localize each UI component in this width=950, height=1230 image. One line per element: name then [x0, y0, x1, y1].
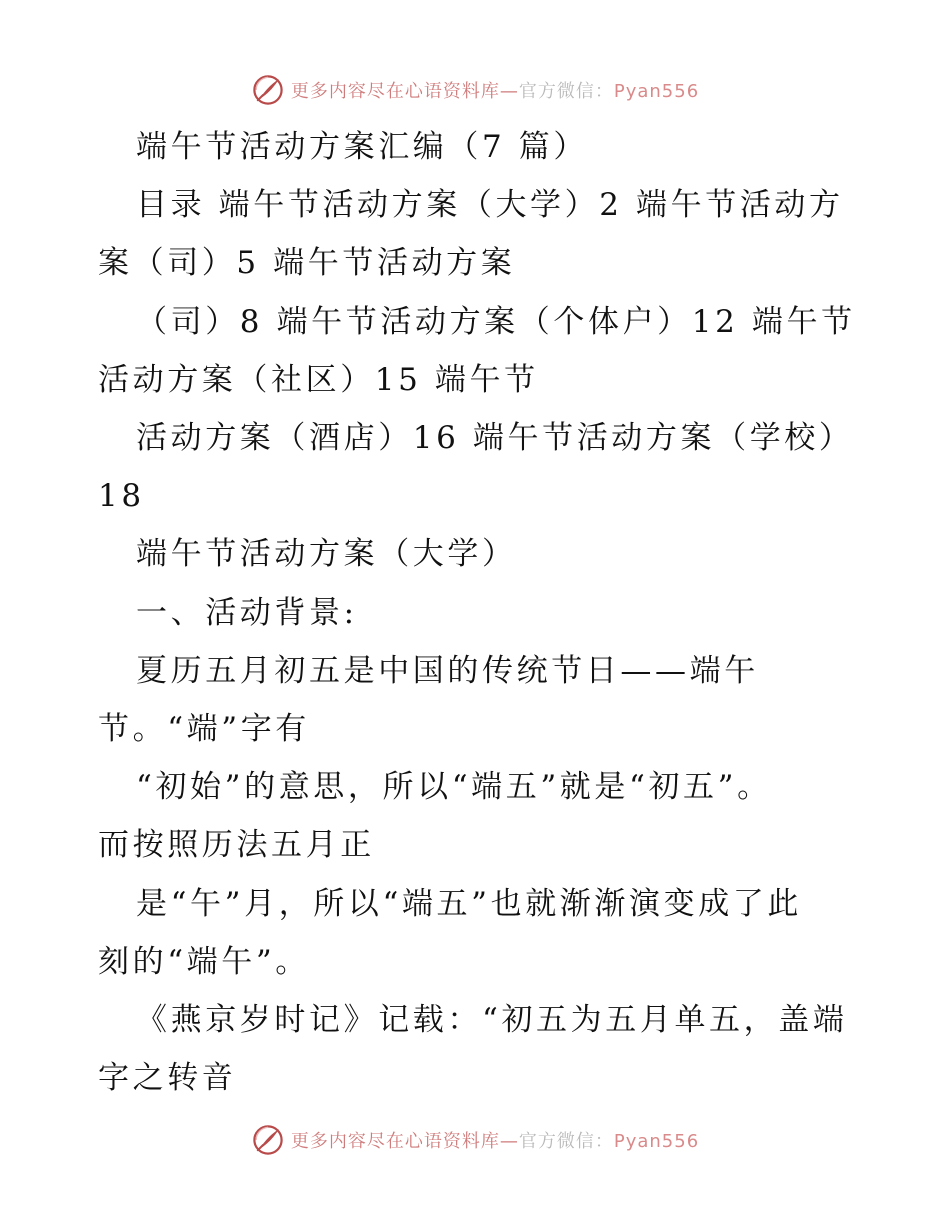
banner-text [291, 77, 699, 103]
quill-pen-logo-icon [251, 73, 285, 107]
paragraph-line: 刻的“端午”。 [98, 943, 310, 980]
paragraph-line: 是“午”月，所以“端五”也就渐渐演变成了此 [136, 885, 802, 922]
toc-line: 案（司）5 端午节活动方案 [98, 245, 516, 282]
toc-line: 活动方案（社区）15 端午节 [98, 361, 539, 398]
banner-main-text: 更多内容尽在心语资料库 [290, 81, 500, 102]
banner-wechat-label: 官方微信： [518, 1131, 614, 1152]
document-title: 端午节活动方案汇编（7 篇） [136, 129, 588, 165]
banner-wechat-label: 官方微信： [518, 81, 614, 102]
paragraph-line: 《燕京岁时记》记载：“初五为五月单五，盖端 [136, 1002, 848, 1039]
paragraph-line: 字之转音 [98, 1060, 237, 1097]
header-banner [0, 70, 950, 110]
banner-wechat-id: Pyan556 [613, 81, 700, 102]
paragraph-line: 而按照历法五月正 [98, 827, 375, 864]
banner-wechat-id: Pyan556 [613, 1131, 700, 1152]
subsection-heading: 一、活动背景: [136, 594, 358, 631]
section-heading: 端午节活动方案（大学） [136, 536, 517, 573]
quill-pen-logo-icon [251, 1123, 285, 1157]
toc-line: 目录 端午节活动方案（大学）2 端午节活动方 [136, 187, 844, 224]
banner-dash: — [499, 81, 519, 102]
paragraph-line: “初始”的意思，所以“端五”就是“初五”。 [136, 769, 772, 806]
paragraph-line: 夏历五月初五是中国的传统节日——端午 [136, 652, 759, 689]
banner-text [291, 1127, 699, 1153]
toc-line: 活动方案（酒店）16 端午节活动方案（学校） [136, 420, 854, 457]
banner-main-text: 更多内容尽在心语资料库 [290, 1131, 500, 1152]
footer-banner [0, 1120, 950, 1160]
paragraph-line: 节。“端”字有 [98, 711, 310, 748]
document-body [98, 118, 858, 1107]
toc-line: 18 [98, 478, 145, 515]
toc-line: （司）8 端午节活动方案（个体户）12 端午节 [136, 303, 856, 340]
banner-dash: — [499, 1131, 519, 1152]
